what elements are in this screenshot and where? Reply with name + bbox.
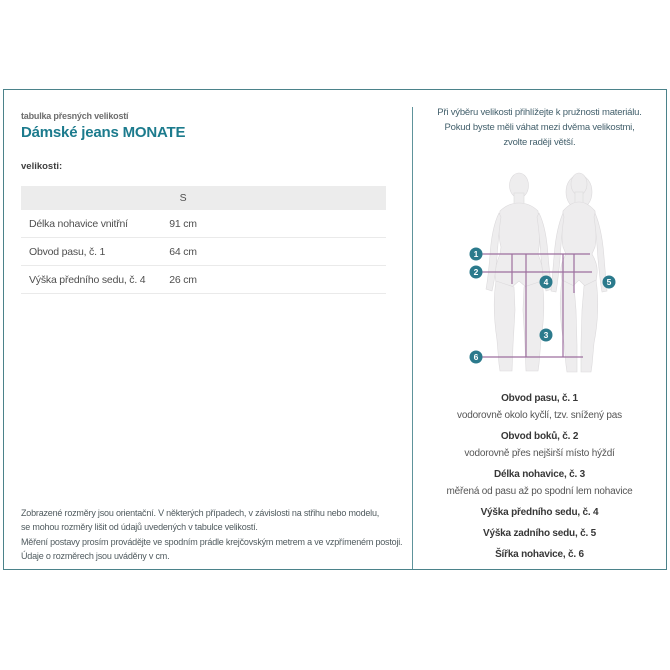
svg-text:2: 2 [473, 267, 479, 278]
table-header-row [21, 186, 386, 210]
definition-title: Obvod pasu, č. 1 [501, 393, 578, 404]
left-column [21, 90, 411, 569]
sizes-table [21, 186, 386, 294]
content-frame [3, 89, 667, 570]
table-row [21, 266, 386, 294]
row-label: Výška předního sedu, č. 4 [29, 273, 146, 286]
definition-title: Obvod boků, č. 2 [500, 431, 579, 442]
measurement-notes [21, 506, 402, 563]
measurement-definitions [413, 390, 666, 567]
definition-title: Šířka nohavice, č. 6 [495, 549, 584, 560]
sizes-label: velikosti: [21, 161, 63, 172]
definition-desc: měřená od pasu až po spodní lem nohavice [446, 486, 633, 497]
note-line: Údaje o rozměrech jsou uváděny v cm. [21, 550, 170, 561]
svg-text:5: 5 [606, 277, 612, 288]
table-row [21, 210, 386, 238]
right-column [413, 90, 666, 569]
definition-title: Výška předního sedu, č. 4 [480, 507, 599, 518]
definition-desc: vodorovně přes nejširší místo hýždí [464, 448, 615, 459]
size-advice [413, 105, 666, 150]
definition-item [413, 546, 666, 563]
svg-text:4: 4 [543, 277, 549, 288]
marker-2 [470, 266, 483, 279]
product-title: Dámské jeans MONATE [21, 124, 186, 141]
definition-title: Délka nohavice, č. 3 [493, 469, 586, 480]
page-eyebrow: tabulka přesných velikostí [21, 111, 129, 121]
row-value: 91 cm [169, 217, 197, 230]
definition-item [413, 428, 666, 462]
row-label: Délka nohavice vnitřní [29, 217, 128, 230]
size-column-header: S [179, 192, 187, 204]
definition-item [413, 390, 666, 424]
definition-desc: vodorovně okolo kyčlí, tzv. snížený pas [457, 410, 622, 421]
definition-title: Výška zadního sedu, č. 5 [482, 528, 597, 539]
table-row [21, 238, 386, 266]
advice-line: zvolte raději větší. [503, 137, 576, 148]
marker-5 [603, 276, 616, 289]
definition-item [413, 466, 666, 500]
svg-text:6: 6 [473, 352, 479, 363]
row-label: Obvod pasu, č. 1 [29, 245, 106, 258]
definition-item [413, 525, 666, 542]
marker-1 [470, 248, 483, 261]
svg-text:1: 1 [473, 249, 479, 260]
definition-item [413, 504, 666, 521]
advice-line: Při výběru velikosti přihlížejte k pružnosti materiálu. [437, 107, 642, 118]
marker-6 [470, 351, 483, 364]
advice-line: Pokud byste měli váhat mezi dvěma velikostmi, [444, 122, 635, 133]
note-line: se mohou rozměry lišit od údajů uvedených v tabulce velikostí. [21, 522, 258, 533]
note-line: Zobrazené rozměry jsou orientační. V některých případech, v závislosti na střihu nebo modelu, [21, 508, 380, 518]
row-value: 64 cm [169, 245, 197, 258]
svg-text:3: 3 [543, 330, 549, 341]
marker-4 [540, 276, 553, 289]
note-line: Měření postavy prosím provádějte ve spodním prádle krejčovským metrem a ve vzpřímeném postoji. [21, 536, 403, 547]
row-value: 26 cm [169, 273, 197, 286]
measurement-figure [413, 165, 666, 390]
marker-3 [540, 329, 553, 342]
